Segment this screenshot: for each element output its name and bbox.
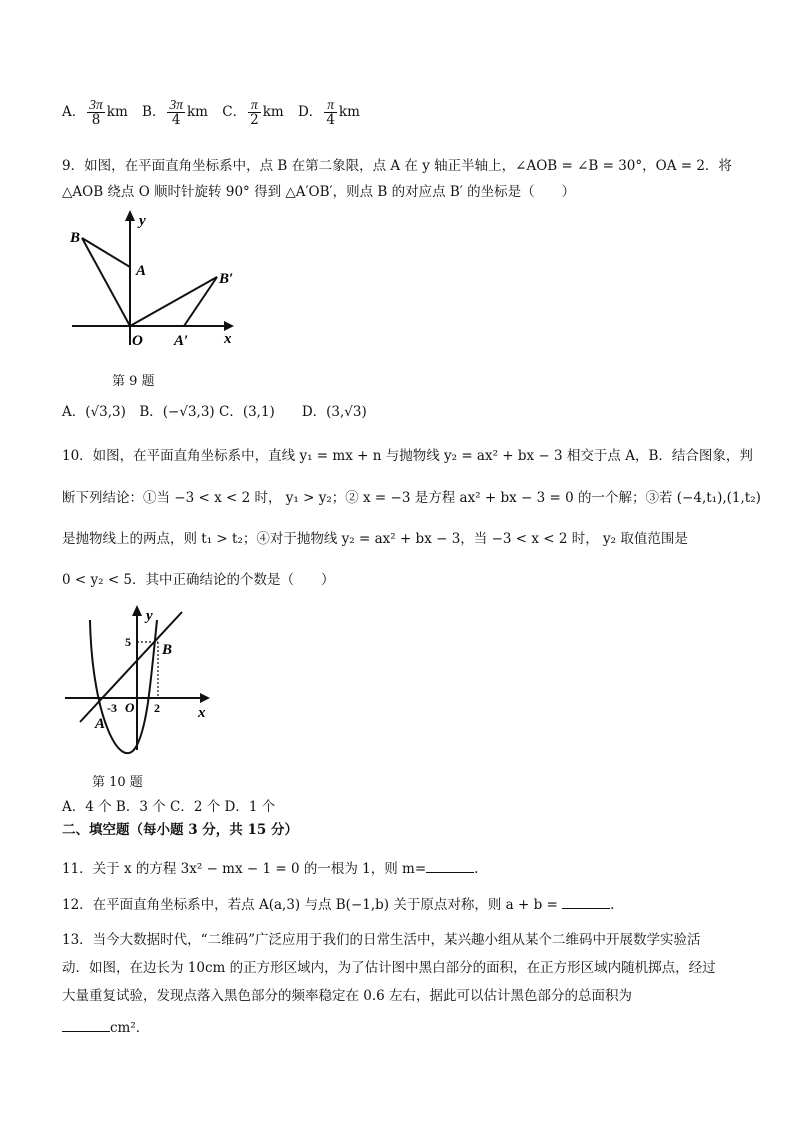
- q10-caption: 第 10 题: [92, 775, 143, 790]
- q10-label-b: B: [162, 642, 173, 658]
- q8-options: [62, 98, 370, 127]
- q9-label-o: O: [132, 333, 143, 349]
- q9-line1: 9．如图，在平面直角坐标系中，点 B 在第二象限，点 A 在 y 轴正半轴上，∠AOB = ∠B = 30°，OA = 2．将: [62, 158, 732, 174]
- q11: 11．关于 x 的方程 3x² − mx − 1 = 0 的一根为 1，则 m= .: [62, 861, 479, 877]
- q9-label-b: B: [70, 230, 81, 246]
- q10-label-x: x: [198, 705, 206, 721]
- q10-label-2: 2: [154, 701, 160, 715]
- q13-line1: 13．当今大数据时代，“二维码”广泛应用于我们的日常生活中，某兴趣小组从某个二维码中开展数学实验活: [62, 932, 701, 948]
- q9-options: A．(√3,3) B．(−√3,3) C．(3,1) D．(3,√3): [62, 404, 367, 420]
- q8-option-a: A． $\frac{3\pi}{8}$ km: [62, 97, 128, 129]
- q13-line2: 动．如图，在边长为 10cm 的正方形区域内，为了估计图中黑白部分的面积，在正方形区域内随机掷点，经过: [62, 960, 716, 976]
- q13-answer-blank: [62, 1019, 110, 1032]
- q10-line3: 是抛物线上的两点，则 t₁ > t₂；④对于抛物线 y₂ = ax² + bx − 3，当 −3 < x < 2 时， y₂ 取值范围是: [62, 531, 688, 547]
- q10-options: A．4 个 B．3 个 C．2 个 D．1 个: [62, 799, 276, 815]
- q10-label-o: O: [125, 700, 135, 715]
- q9-label-a: A: [136, 263, 147, 279]
- q9-label-bprime: B′: [219, 271, 234, 287]
- q11-answer-blank: [426, 860, 474, 873]
- q13-line4: cm²．: [62, 1016, 149, 1036]
- q9-label-y: y: [139, 213, 146, 229]
- q10-label-neg3: -3: [107, 701, 117, 715]
- section-title: 二、填空题（每小题 3 分，共 15 分）: [62, 822, 298, 838]
- q10-line2: 断下列结论：①当 −3 < x < 2 时， y₁ > y₂；② x = −3 是方程 ax² + bx − 3 = 0 的一个解；③若 (−4,t₁),(1,t₂): [62, 490, 761, 506]
- q13-line3: 大量重复试验，发现点落入黑色部分的频率稳定在 0.6 左右，据此可以估计黑色部分的总面积为: [62, 988, 633, 1004]
- q8-option-d: D． $\frac{\pi}{4}$ km: [297, 97, 360, 129]
- q10-label-a: A: [95, 716, 106, 732]
- q9-caption: 第 9 题: [112, 374, 155, 389]
- q10-label-y: y: [146, 608, 153, 624]
- q12: 12．在平面直角坐标系中，若点 A(a,3) 与点 B(−1,b) 关于原点对称，则 a + b = .: [62, 897, 615, 913]
- q10-line4: 0 < y₂ < 5．其中正确结论的个数是（ ）: [62, 572, 335, 588]
- q8-option-c: C． $\frac{\pi}{2}$ km: [222, 97, 284, 129]
- q12-answer-blank: [562, 896, 610, 909]
- q10-label-5: 5: [125, 635, 131, 649]
- q10-line1: 10．如图，在平面直角坐标系中，直线 y₁ = mx + n 与抛物线 y₂ = ax² + bx − 3 相交于点 A，B．结合图象，判: [62, 448, 753, 464]
- q9-label-aprime: A′: [174, 333, 189, 349]
- q9-line2: △AOB 绕点 O 顺时针旋转 90° 得到 △A′OB′，则点 B 的对应点 B′ 的坐标是（ ）: [62, 184, 576, 200]
- q9-figure: [62, 205, 247, 355]
- q10-figure: [62, 600, 222, 760]
- q9-label-x: x: [224, 331, 232, 347]
- q8-option-b: B． $\frac{3\pi}{4}$ km: [142, 97, 208, 129]
